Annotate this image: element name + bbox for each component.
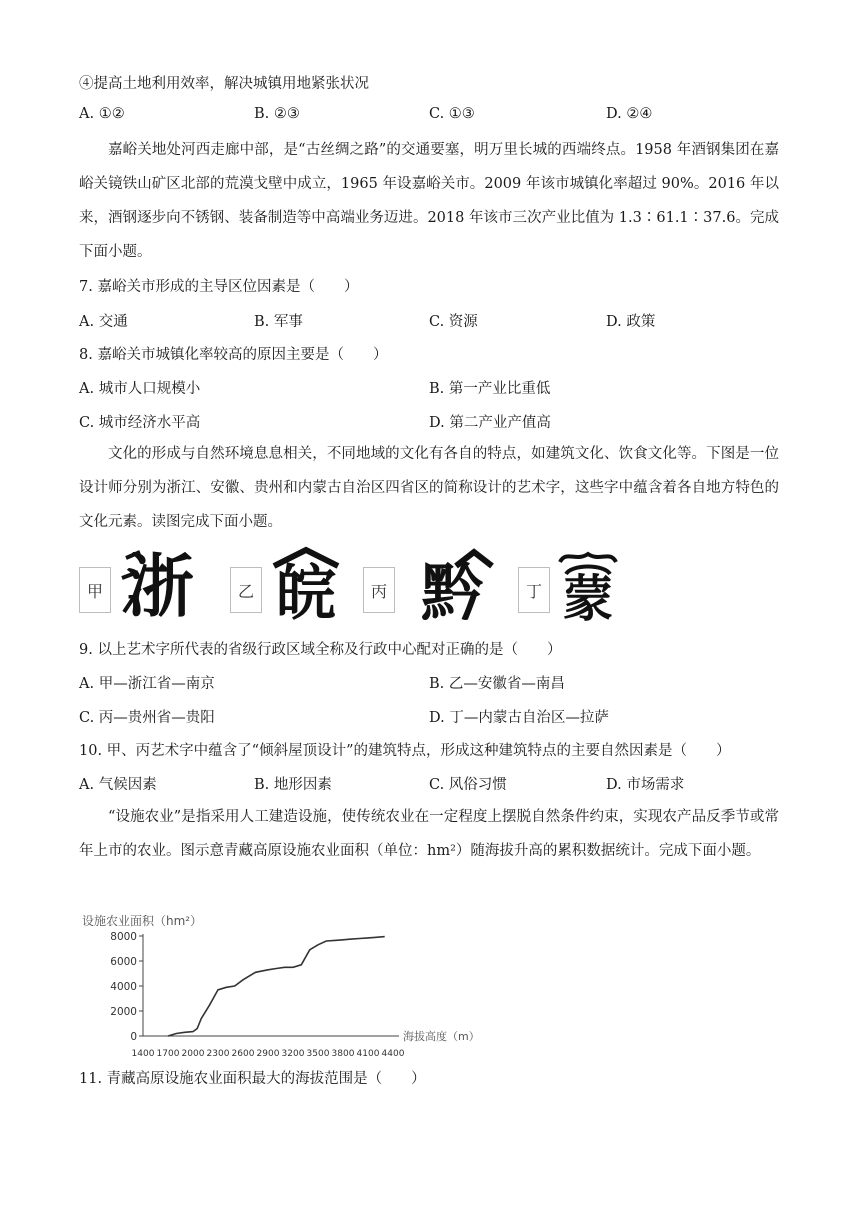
q10-option-b[interactable]: B. 地形因素 (254, 777, 332, 793)
x-tick-label: 2900 (256, 1049, 280, 1059)
x-tick-label: 3200 (281, 1049, 305, 1059)
q7-stem: 7. 嘉峪关市形成的主导区位因素是（ ） (79, 279, 359, 295)
q10-stem: 10. 甲、丙艺术字中蕴含了“倾斜屋顶设计”的建筑特点，形成这种建筑特点的主要自然因素是（ ） (79, 743, 731, 759)
series-line (168, 937, 385, 1036)
x-tick-label: 2000 (181, 1049, 205, 1059)
q10-option-d[interactable]: D. 市场需求 (606, 777, 685, 793)
q9-stem: 9. 以上艺术字所代表的省级行政区域全称及行政中心配对正确的是（ ） (79, 642, 562, 658)
q8-option-b[interactable]: B. 第一产业比重低 (429, 381, 551, 397)
y-tick-label: 0 (130, 1031, 137, 1043)
q9-option-b[interactable]: B. 乙—安徽省—南昌 (429, 676, 565, 692)
x-tick-label: 1700 (156, 1049, 180, 1059)
q6-option-b[interactable]: B. ②③ (254, 106, 300, 122)
q7-option-a[interactable]: A. 交通 (79, 314, 128, 330)
q8-stem: 8. 嘉峪关市城镇化率较高的原因主要是（ ） (79, 347, 388, 363)
passage-jiayuguan: 嘉峪关地处河西走廊中部，是“古丝绸之路”的交通要塞，明万里长城的西端终点。1958 年酒钢集团在嘉峪关镜铁山矿区北部的荒漠戈壁中成立，1965 年设嘉峪关市。2009 年该市城镇化率超过 90%。2016 年以来，酒钢逐步向不锈钢、装备制造等中高端业务迈进。2018 年该市三次产业比值为 1.3∶61.1∶37.6。完成下面小题。 (79, 142, 779, 260)
q7-option-c[interactable]: C. 资源 (429, 314, 478, 330)
y-tick-label: 8000 (110, 931, 137, 943)
q8-option-c[interactable]: C. 城市经济水平高 (79, 415, 201, 431)
x-tick-label: 3800 (331, 1049, 355, 1059)
x-tick-label: 4100 (356, 1049, 380, 1059)
art-char-zhe (116, 548, 204, 627)
x-tick-label: 4400 (381, 1049, 405, 1059)
svg-text:皖: 皖 (276, 559, 336, 629)
label-yi: 乙 (230, 567, 262, 613)
q9-option-d[interactable]: D. 丁—内蒙古自治区—拉萨 (429, 710, 609, 726)
chart-ylabel: 设施农业面积（hm²） (82, 914, 203, 928)
y-tick-label: 2000 (110, 1006, 137, 1018)
q10-option-c[interactable]: C. 风俗习惯 (429, 777, 507, 793)
svg-text:黔: 黔 (420, 556, 484, 629)
x-tick-label: 3500 (306, 1049, 330, 1059)
x-tick-label: 2300 (206, 1049, 230, 1059)
y-tick-label: 4000 (110, 981, 137, 993)
label-jia: 甲 (79, 567, 111, 613)
chart-xlabel: 海拔高度（m） (403, 1030, 480, 1043)
art-char-wan (266, 548, 346, 629)
q9-option-c[interactable]: C. 丙—贵州省—贵阳 (79, 710, 215, 726)
y-tick-label: 6000 (110, 956, 137, 968)
label-bing: 丙 (363, 567, 395, 613)
q6-option-d[interactable]: D. ②④ (606, 106, 653, 122)
art-char-qian (410, 548, 494, 629)
q7-option-d[interactable]: D. 政策 (606, 314, 656, 330)
x-tick-label: 1400 (131, 1049, 155, 1059)
q6-statement-4: ④提高土地利用效率，解决城镇用地紧张状况 (79, 76, 369, 92)
x-tick-label: 2600 (231, 1049, 255, 1059)
label-ding: 丁 (518, 567, 550, 613)
svg-text:蒙: 蒙 (563, 570, 613, 628)
art-char-meng (552, 548, 624, 628)
q9-option-a[interactable]: A. 甲—浙江省—南京 (79, 676, 215, 692)
passage-culture: 文化的形成与自然环境息息相关，不同地域的文化有各自的特点，如建筑文化、饮食文化等。下图是一位设计师分别为浙江、安徽、贵州和内蒙古自治区四省区的简称设计的艺术字，这些字中蕴含着各自地方特色的文化元素。读图完成下面小题。 (79, 446, 779, 530)
facility-agriculture-chart (80, 926, 480, 1059)
q6-option-c[interactable]: C. ①③ (429, 106, 475, 122)
q11-stem: 11. 青藏高原设施农业面积最大的海拔范围是（ ） (79, 1071, 426, 1087)
q8-option-a[interactable]: A. 城市人口规模小 (79, 381, 201, 397)
passage-facility-agriculture: “设施农业”是指采用人工建造设施，使传统农业在一定程度上摆脱自然条件约束，实现农产品反季节或常年上市的农业。图示意青藏高原设施农业面积（单位：hm²）随海拔升高的累积数据统计。完成下面小题。 (79, 809, 779, 859)
svg-text:浙: 浙 (125, 548, 195, 627)
q10-option-a[interactable]: A. 气候因素 (79, 777, 157, 793)
q6-option-a[interactable]: A. ①② (79, 106, 125, 122)
q7-option-b[interactable]: B. 军事 (254, 314, 303, 330)
q8-option-d[interactable]: D. 第二产业产值高 (429, 415, 551, 431)
